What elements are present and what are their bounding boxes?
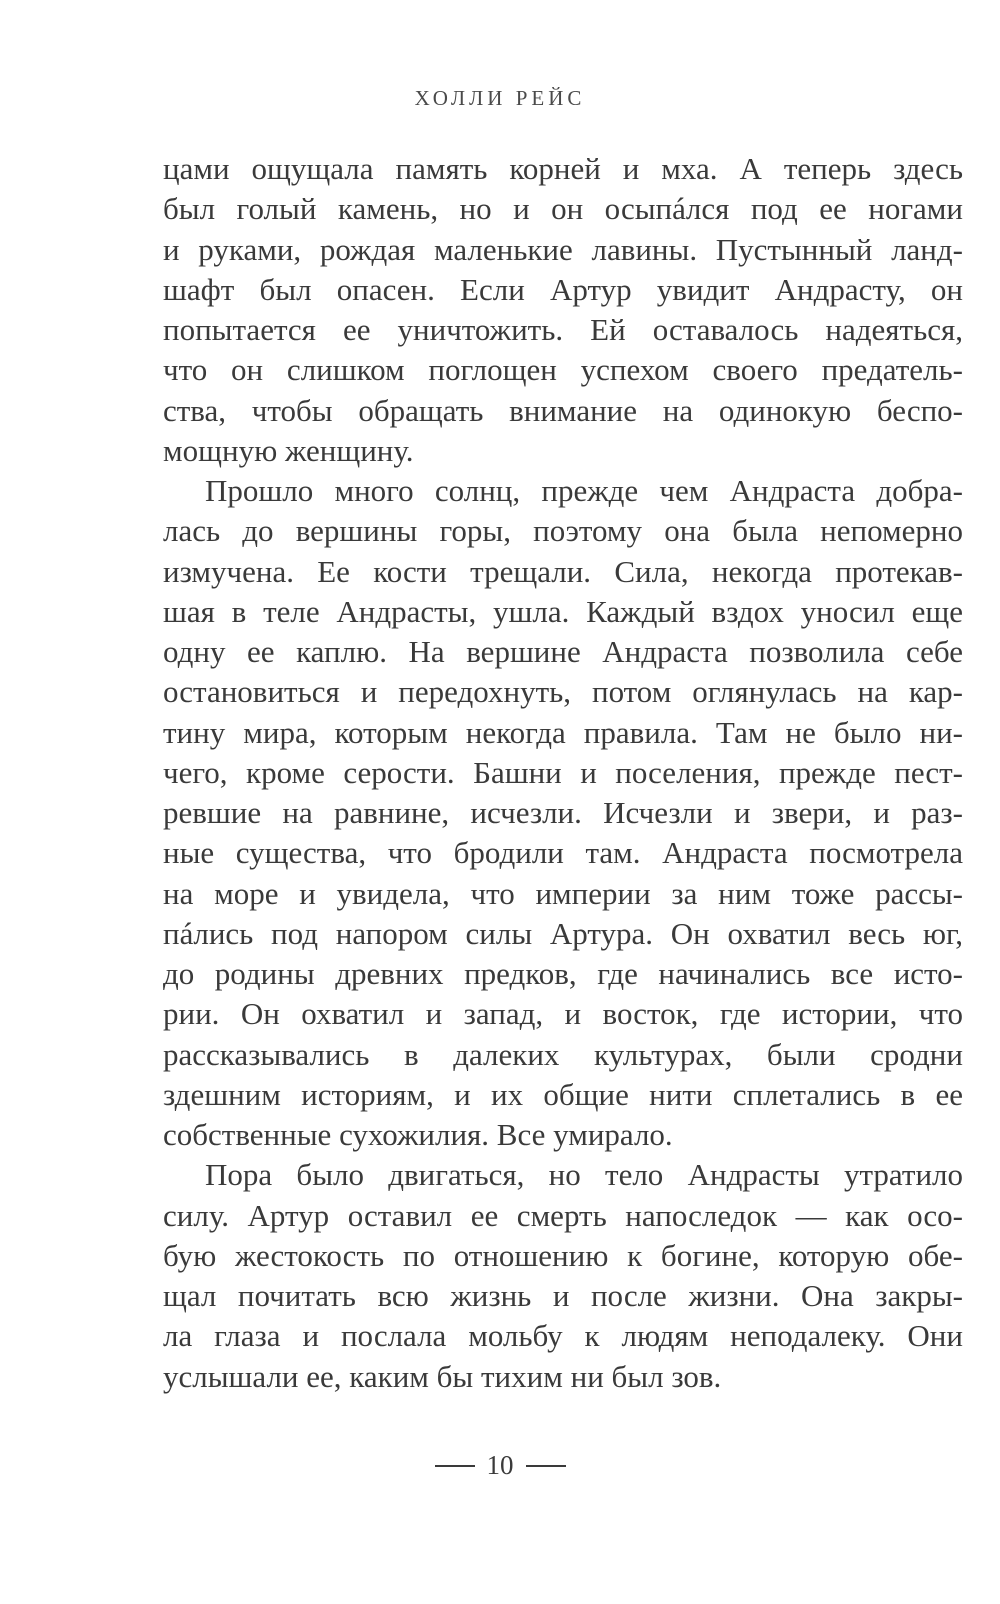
text-line: шая в теле Андрасты, ушла. Каждый вздох уносил еще — [163, 593, 963, 629]
text-line: тину мира, которым некогда правила. Там не было ни- — [163, 714, 963, 750]
text-line: рии. Он охватил и запад, и восток, где истории, что — [163, 996, 963, 1032]
body-text — [163, 149, 963, 1397]
text-line: ревшие на равнине, исчезли. Исчезли и звери, и раз- — [163, 795, 963, 830]
paragraph — [163, 471, 963, 1155]
page-number: 10 — [486, 1450, 514, 1480]
text-line: пáлись под напором силы Артура. Он охватил весь юг, — [163, 915, 963, 951]
text-line: до родины древних предков, где начинались все исто- — [163, 956, 963, 991]
text-line: Пора было двигаться, но тело Андрасты утратило — [205, 1157, 963, 1193]
text-line: измучена. Ее кости трещали. Сила, некогда протекав- — [163, 553, 963, 589]
text-line: мощную женщину. — [163, 432, 414, 468]
folio-dash-right — [526, 1465, 566, 1467]
text-line: что он слишком поглощен успехом своего предатель- — [163, 352, 963, 388]
text-line: Прошло много солнц, прежде чем Андраста добра- — [205, 473, 963, 508]
paragraph — [163, 1155, 963, 1397]
text-line: одну ее каплю. На вершине Андраста позволила себе — [163, 634, 963, 669]
text-line: здешним историям, и их общие нити сплетались в ее — [163, 1076, 963, 1112]
text-line: рассказывались в далеких культурах, были сродни — [163, 1036, 963, 1072]
paragraph — [163, 149, 963, 471]
text-line: ла глаза и послала мольбу к людям неподалеку. Они — [163, 1318, 963, 1354]
page-number-footer — [0, 1450, 1000, 1481]
text-line: силу. Артур оставил ее смерть напоследок — как осо- — [163, 1197, 963, 1233]
text-line: лась до вершины горы, поэтому она была непомерно — [163, 513, 963, 549]
running-head: ХОЛЛИ РЕЙС — [414, 86, 586, 110]
text-line: был голый камень, но и он осыпáлся под ее ногами — [163, 191, 963, 227]
text-line: ные существа, что бродили там. Андраста посмотрела — [163, 835, 963, 871]
text-line: и руками, рождая маленькие лавины. Пустынный ланд- — [163, 231, 963, 267]
text-line: цами ощущала память корней и мха. А теперь здесь — [163, 151, 963, 186]
text-line: шафт был опасен. Если Артур увидит Андрасту, он — [163, 271, 963, 307]
text-line: бую жестокость по отношению к богине, которую обе- — [163, 1237, 963, 1273]
text-line: ства, чтобы обращать внимание на одинокую беспо- — [163, 392, 963, 428]
text-line: остановиться и передохнуть, потом оглянулась на кар- — [163, 674, 963, 710]
text-line: щал почитать всю жизнь и после жизни. Она закры- — [163, 1278, 963, 1313]
text-line: услышали ее, каким бы тихим ни был зов. — [163, 1358, 722, 1394]
folio-dash-left — [435, 1465, 475, 1467]
text-line: чего, кроме серости. Башни и поселения, прежде пест- — [163, 754, 963, 790]
text-line: попытается ее уничтожить. Ей оставалось надеяться, — [163, 312, 963, 347]
text-line: на море и увидела, что империи за ним тоже рассы- — [163, 875, 963, 911]
text-line: собственные сухожилия. Все умирало. — [163, 1117, 673, 1152]
